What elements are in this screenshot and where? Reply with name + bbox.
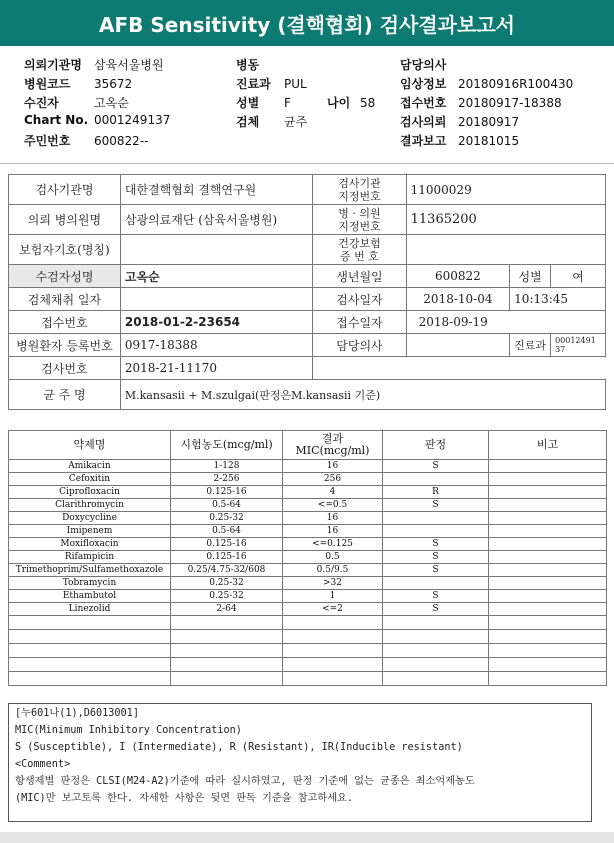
- table-cell: Imipenem: [9, 525, 171, 538]
- info-value: [120, 288, 312, 311]
- info-value: 11000029: [406, 175, 605, 205]
- table-row: [9, 564, 607, 577]
- table-cell: [489, 551, 607, 564]
- table-cell: 0.5: [283, 551, 383, 564]
- table-cell: 2-64: [171, 603, 283, 616]
- header-value: 고옥순: [94, 96, 129, 110]
- table-cell: [383, 512, 489, 525]
- table-cell: [489, 590, 607, 603]
- header-value: 35672: [94, 77, 133, 91]
- table-cell: Rifampicin: [9, 551, 171, 564]
- header-field: [24, 75, 132, 92]
- table-cell: >32: [283, 577, 383, 590]
- comment-line: <Comment>: [15, 759, 71, 770]
- info-value: 삼광의료재단 (삼육서울병원): [120, 205, 312, 235]
- info-value: 600822: [406, 265, 510, 288]
- comment-line: S (Susceptible), I (Intermediate), R (Resistant), IR(Inducible resistant): [15, 742, 463, 753]
- table-cell: [383, 473, 489, 486]
- info-label: 접수일자: [313, 311, 406, 334]
- comment-line: MIC(Minimum Inhibitory Concentration): [15, 725, 242, 736]
- table-row: [9, 499, 607, 512]
- table-cell: Linezolid: [9, 603, 171, 616]
- info-value: 여: [551, 265, 606, 288]
- table-cell: 16: [283, 512, 383, 525]
- footer-bar: [0, 832, 614, 843]
- table-cell: 256: [283, 473, 383, 486]
- comment-line: (MIC)만 보고토록 한다. 자세한 사항은 뒷면 판독 기준을 참고하세요.: [15, 793, 354, 804]
- table-cell: 0.125-16: [171, 486, 283, 499]
- table-cell: 0.25-32: [171, 590, 283, 603]
- info-value: 10:13:45: [510, 288, 606, 311]
- patient-name: 고옥순: [120, 265, 312, 288]
- header-label: 검사의뢰: [400, 115, 447, 129]
- table-cell: 0.125-16: [171, 538, 283, 551]
- info-value: 2018-21-11170: [120, 357, 312, 380]
- info-value: 2018-10-04: [406, 288, 510, 311]
- empty-row: [9, 616, 607, 630]
- header-label: Chart No.: [24, 113, 89, 127]
- info-value: 11365200: [406, 205, 605, 235]
- empty-row: [9, 630, 607, 644]
- info-label: 건강보험 증 번 호: [313, 235, 406, 265]
- table-cell: [489, 538, 607, 551]
- header-value: F: [284, 96, 291, 110]
- header-field: [400, 56, 458, 73]
- table-cell: S: [383, 603, 489, 616]
- table-cell: [383, 525, 489, 538]
- column-header: 판정: [383, 431, 489, 460]
- header-value: 20180917: [458, 115, 520, 129]
- info-value: 2018-01-2-23654: [120, 311, 312, 334]
- info-value: [406, 334, 510, 357]
- table-cell: Ethambutol: [9, 590, 171, 603]
- info-label: 담당의사: [313, 334, 406, 357]
- table-cell: 0.5-64: [171, 499, 283, 512]
- info-label: 균 주 명: [9, 380, 121, 410]
- table-cell: [489, 499, 607, 512]
- header-value: 20180916R100430: [458, 77, 574, 91]
- info-label: 생년월일: [313, 265, 406, 288]
- table-cell: [489, 577, 607, 590]
- info-value: 대한결핵협회 결핵연구원: [120, 175, 312, 205]
- table-cell: S: [383, 590, 489, 603]
- table-cell: Ciprofloxacin: [9, 486, 171, 499]
- header-label: 결과보고: [400, 134, 447, 148]
- header-label: 진료과: [236, 77, 271, 91]
- empty-row: [9, 672, 607, 686]
- header-field: [24, 94, 129, 111]
- header-field: [236, 56, 284, 73]
- table-cell: [489, 512, 607, 525]
- info-label: 보험자기호(명칭): [9, 235, 121, 265]
- patient-info-table: [8, 174, 606, 410]
- table-cell: [489, 603, 607, 616]
- header-label: 접수번호: [400, 96, 447, 110]
- age-label: 나이: [327, 96, 351, 110]
- header-field: [24, 56, 164, 73]
- header-value: 20180917-18388: [458, 96, 562, 110]
- header-field: [400, 94, 562, 111]
- table-cell: <=0.125: [283, 538, 383, 551]
- info-label: 성별: [510, 265, 551, 288]
- header-label: 수진자: [24, 96, 59, 110]
- info-label: 병원환자 등록번호: [9, 334, 121, 357]
- info-label: 검체채취 일자: [9, 288, 121, 311]
- header-label: 성별: [236, 96, 260, 110]
- empty-row: [9, 644, 607, 658]
- table-cell: R: [383, 486, 489, 499]
- table-row: [9, 538, 607, 551]
- table-cell: S: [383, 538, 489, 551]
- info-label: 진료과: [510, 334, 551, 357]
- table-cell: 0.5-64: [171, 525, 283, 538]
- header-value: PUL: [284, 77, 307, 91]
- table-cell: Amikacin: [9, 460, 171, 473]
- info-label: 접수번호: [9, 311, 121, 334]
- info-value: 0917-18388: [120, 334, 312, 357]
- header-value: 600822--: [94, 134, 149, 148]
- info-label: 검사번호: [9, 357, 121, 380]
- column-header: 비고: [489, 431, 607, 460]
- table-row: [9, 603, 607, 616]
- comment-line: 항생제별 판정은 CLSI(M24-A2)기준에 따라 실시하였고, 판정 기준에 없는 균종은 최소억제농도: [15, 776, 475, 787]
- sensitivity-results-table: [8, 430, 607, 686]
- table-cell: Doxycycline: [9, 512, 171, 525]
- table-cell: [489, 564, 607, 577]
- table-cell: 0.5/9.5: [283, 564, 383, 577]
- comment-box: [8, 703, 592, 822]
- age-value: 58: [360, 96, 376, 110]
- header-field: [236, 75, 307, 92]
- table-cell: Tobramycin: [9, 577, 171, 590]
- header-value: 0001249137: [94, 113, 171, 127]
- info-value: 00012491 37: [551, 334, 606, 357]
- header-label: 병원코드: [24, 77, 71, 91]
- table-cell: <=2: [283, 603, 383, 616]
- header-field: [236, 113, 307, 130]
- header-field: [400, 113, 519, 130]
- table-cell: S: [383, 460, 489, 473]
- table-cell: Trimethoprim/Sulfamethoxazole: [9, 564, 171, 577]
- header-field: [24, 113, 170, 127]
- table-row: [9, 473, 607, 486]
- info-label: 검사일자: [313, 288, 406, 311]
- info-label: 병 · 의원 지정번호: [313, 205, 406, 235]
- table-row: [9, 486, 607, 499]
- column-header: 시험농도(mcg/ml): [171, 431, 283, 460]
- header-field: [236, 94, 291, 111]
- table-cell: 0.25/4.75-32/608: [171, 564, 283, 577]
- table-cell: Clarithromycin: [9, 499, 171, 512]
- table-cell: [489, 525, 607, 538]
- info-value: [406, 235, 605, 265]
- table-row: [9, 590, 607, 603]
- header-value: 균주: [284, 115, 308, 129]
- table-cell: 1-128: [171, 460, 283, 473]
- column-header: 결과 MIC(mcg/ml): [283, 431, 383, 460]
- table-cell: <=0.5: [283, 499, 383, 512]
- age-field: [327, 94, 375, 111]
- header-field: [24, 132, 148, 149]
- table-cell: 1: [283, 590, 383, 603]
- info-label: 수검자성명: [9, 265, 121, 288]
- table-row: [9, 512, 607, 525]
- table-cell: 0.25-32: [171, 577, 283, 590]
- header-label: 임상정보: [400, 77, 447, 91]
- table-cell: S: [383, 499, 489, 512]
- table-cell: Moxifloxacin: [9, 538, 171, 551]
- header-value: 삼육서울병원: [94, 58, 164, 72]
- table-cell: 0.25-32: [171, 512, 283, 525]
- table-row: [9, 551, 607, 564]
- header-label: 검체: [236, 115, 260, 129]
- table-cell: 16: [283, 460, 383, 473]
- info-value: 2018-09-19: [406, 311, 605, 334]
- info-label: 의뢰 병의원명: [9, 205, 121, 235]
- table-cell: [489, 460, 607, 473]
- header-label: 담당의사: [400, 58, 447, 72]
- comment-line: [누601나(1),D6013001]: [15, 708, 139, 719]
- header-label: 주민번호: [24, 134, 71, 148]
- table-cell: 16: [283, 525, 383, 538]
- table-row: [9, 525, 607, 538]
- column-header: 약제명: [9, 431, 171, 460]
- table-cell: S: [383, 551, 489, 564]
- header-field: [400, 75, 573, 92]
- table-cell: Cefoxitin: [9, 473, 171, 486]
- table-cell: 2-256: [171, 473, 283, 486]
- table-cell: S: [383, 564, 489, 577]
- header-field: [400, 132, 519, 149]
- header-value: 20181015: [458, 134, 520, 148]
- strain-name: M.kansasii + M.szulgai(판정은M.kansasii 기준): [120, 380, 605, 410]
- report-title: AFB Sensitivity (결핵협회) 검사결과보고서: [0, 0, 614, 46]
- info-label: 검사기관 지정번호: [313, 175, 406, 205]
- empty-row: [9, 658, 607, 672]
- table-row: [9, 460, 607, 473]
- info-label: 검사기관명: [9, 175, 121, 205]
- table-cell: 0.125-16: [171, 551, 283, 564]
- header-label: 의뢰기관명: [24, 58, 82, 72]
- table-cell: 4: [283, 486, 383, 499]
- table-cell: [489, 486, 607, 499]
- header-label: 병동: [236, 58, 260, 72]
- table-cell: [489, 473, 607, 486]
- table-row: [9, 577, 607, 590]
- info-value: [120, 235, 312, 265]
- table-cell: [383, 577, 489, 590]
